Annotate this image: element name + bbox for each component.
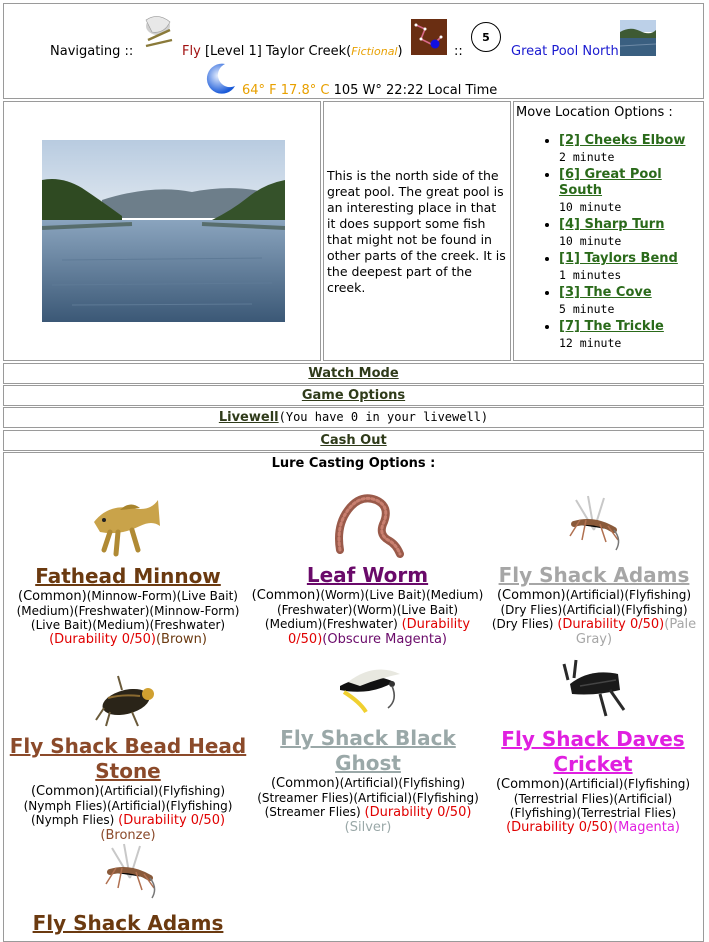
watch-mode-link[interactable]: Watch Mode (308, 366, 399, 381)
creek-name: Taylor Creek( (265, 44, 352, 59)
move-option-time: 10 minute (559, 234, 622, 248)
lure-rarity: (Common) (496, 588, 566, 603)
location-description-panel (323, 101, 511, 361)
move-option-time: 5 minute (559, 302, 615, 316)
lure-card (488, 563, 700, 647)
lure-tags: (Worm)(Live Bait)(Medium)(Freshwater)(Worm)(Live Bait)(Medium)(Freshwater) (264, 588, 484, 631)
game-options-link[interactable]: Game Options (301, 388, 406, 403)
lure-color: (Silver) (344, 820, 392, 835)
lure-card (8, 734, 248, 843)
livewell-row (3, 407, 704, 428)
lure-tags: (Artificial)(Flyfishing)(Dry Flies)(Artificial)(Flyfishing)(Dry Flies) (491, 588, 692, 631)
fictional-label: Fictional (351, 45, 398, 58)
move-option (559, 319, 699, 352)
navigating-label: Navigating :: (50, 44, 134, 59)
creek-map-icon[interactable] (411, 19, 447, 55)
clock-number: 5 (482, 31, 490, 44)
lure-panel-title: Lure Casting Options : (271, 456, 436, 471)
move-option (559, 133, 699, 166)
lure-durability: (Durability 0/50) (506, 820, 614, 835)
level-label: [Level 1] (204, 44, 262, 59)
lure-card (10, 564, 246, 647)
move-option-time: 1 minutes (559, 268, 622, 282)
lure-rarity: (Common) (30, 784, 100, 799)
move-option-link[interactable]: [3] The Cove (559, 285, 652, 300)
lure-durability: (Durability 0/50) (364, 805, 472, 820)
lure-card (254, 726, 482, 835)
move-option (559, 251, 699, 284)
worm-icon[interactable] (330, 490, 406, 560)
lure-color: (Magenta) (613, 820, 680, 835)
move-option-link[interactable]: [2] Cheeks Elbow (559, 133, 686, 148)
cash-out-link[interactable]: Cash Out (320, 433, 387, 448)
game-options-row (3, 385, 704, 406)
location-link[interactable]: Great Pool North (511, 44, 619, 59)
location-thumbnail (620, 20, 656, 56)
cash-out-row (3, 430, 704, 451)
lure-name[interactable]: Leaf Worm (306, 563, 429, 587)
lure-name[interactable]: Fly Shack Daves Cricket (501, 727, 685, 776)
livewell-link[interactable]: Livewell (218, 410, 279, 425)
lure-rarity: (Common) (270, 776, 340, 791)
lure-tags: (Minnow-Form)(Live Bait)(Medium)(Freshwater)(Minnow-Form)(Live Bait)(Medium)(Freshwater) (16, 589, 240, 632)
move-options-title: Move Location Options : (516, 105, 673, 120)
location-image-panel (3, 101, 321, 361)
move-option-link[interactable]: [7] The Trickle (559, 319, 664, 334)
lure-name[interactable]: Fly Shack Bead Head Stone (9, 734, 247, 783)
clock-icon (471, 22, 501, 52)
lure-color: (Brown) (155, 632, 207, 647)
lure-durability: (Durability 0/50) (557, 617, 665, 632)
lure-card (488, 727, 698, 835)
lure-card (250, 563, 485, 647)
move-option-link[interactable]: [1] Taylors Bend (559, 251, 678, 266)
move-option (559, 285, 699, 318)
lure-durability: (Durability 0/50) (49, 632, 156, 647)
lure-name[interactable]: Fly Shack Adams (498, 563, 690, 587)
lure-rarity: (Common) (18, 589, 87, 604)
lure-color: (Pale Gray) (575, 617, 697, 647)
cricket-fly-icon[interactable] (560, 654, 630, 724)
move-option (559, 217, 699, 250)
move-option-link[interactable]: [4] Sharp Turn (559, 217, 665, 232)
temperature: 64° F 17.8° C (242, 83, 330, 98)
lure-name[interactable]: Fly Shack Adams (32, 911, 224, 935)
lure-rarity: (Common) (251, 588, 321, 603)
lure-tags: (Artificial)(Flyfishing)(Streamer Flies)(Artificial)(Flyfishing)(Streamer Flies) (257, 776, 479, 819)
minnow-icon[interactable] (90, 492, 166, 560)
header-panel (3, 3, 704, 99)
location-photo (42, 140, 285, 322)
move-options-panel (513, 101, 704, 361)
lure-durability: (Durability 0/50) (288, 617, 471, 647)
wind-and-time: 105 W° 22:22 Local Time (333, 83, 498, 98)
fishing-rod-icon (140, 10, 176, 50)
lure-color: (Obscure Magenta) (322, 632, 447, 647)
lure-durability: (Durability 0/50) (118, 813, 226, 828)
move-options-list (514, 124, 699, 352)
location-description: This is the north side of the great pool. The great pool is an interesting place in that it does support some fish that might not be found in other parts of the creek. It is the deepest part of the creek. (327, 168, 506, 295)
move-option (559, 167, 699, 216)
lure-tags: (Artificial)(Flyfishing)(Nymph Flies)(Artificial)(Flyfishing)(Nymph Flies) (23, 784, 233, 827)
move-option-time: 12 minute (559, 336, 622, 350)
lure-name[interactable]: Fly Shack Black Ghost (280, 726, 456, 775)
move-option-time: 2 minute (559, 150, 615, 164)
creek-close: ) (397, 44, 403, 59)
streamer-fly-icon[interactable] (330, 656, 406, 722)
lure-color: (Bronze) (100, 828, 156, 843)
move-option-time: 10 minute (559, 200, 622, 214)
dry-fly-icon[interactable] (560, 490, 628, 558)
separator: :: (454, 44, 463, 59)
livewell-note: (You have 0 in your livewell) (278, 410, 489, 424)
fly-label: Fly (182, 44, 201, 59)
dry-fly-icon[interactable] (96, 838, 164, 906)
move-option-link[interactable]: [6] Great Pool South (559, 167, 662, 198)
lure-card (10, 911, 246, 936)
nymph-fly-icon[interactable] (92, 668, 162, 730)
lure-name[interactable]: Fathead Minnow (35, 564, 221, 588)
moon-icon (203, 60, 239, 96)
watch-mode-row (3, 363, 704, 384)
lure-rarity: (Common) (495, 777, 565, 792)
lure-tags: (Artificial)(Flyfishing)(Terrestrial Flies)(Artificial)(Flyfishing)(Terrestrial Flies) (509, 777, 691, 820)
